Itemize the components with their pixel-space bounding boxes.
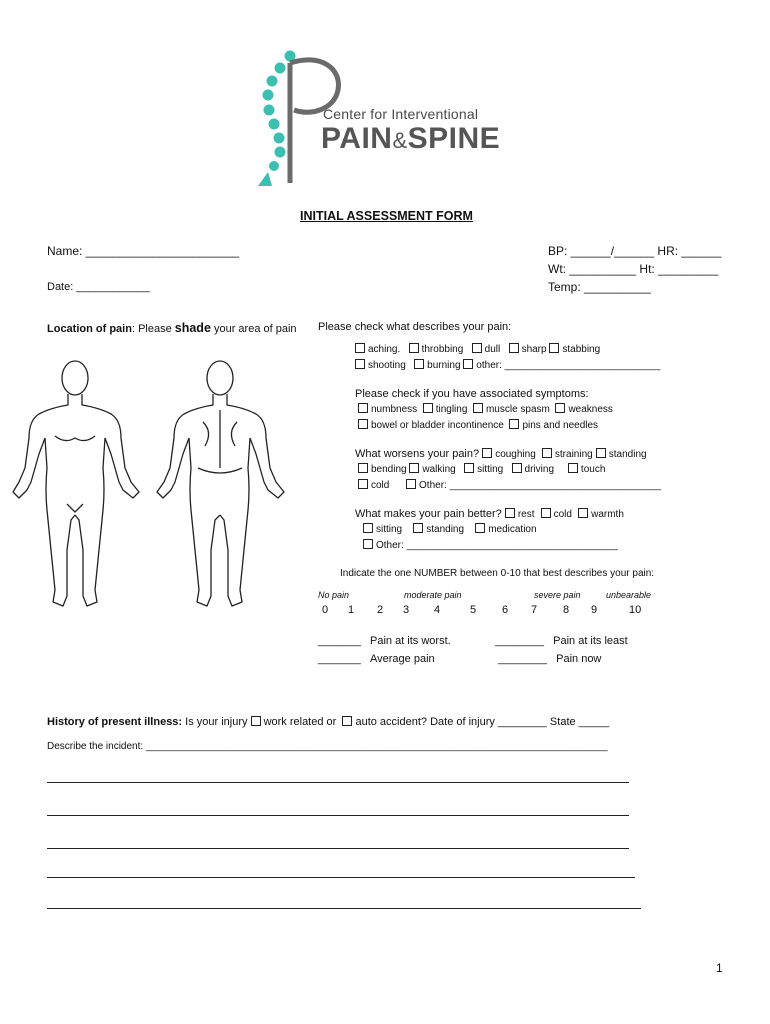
scale-label-moderate: moderate pain <box>404 590 462 600</box>
checkbox-warmth[interactable]: warmth <box>578 509 624 520</box>
page-number: 1 <box>716 961 723 975</box>
checkbox-walking[interactable]: walking <box>409 464 455 475</box>
checkbox-rest[interactable]: rest <box>505 509 535 520</box>
worsens-row1 <box>355 448 647 460</box>
worst-label: Pain at its worst. <box>370 635 451 647</box>
form-title: INITIAL ASSESSMENT FORM <box>300 209 473 223</box>
checkbox-sitting-worse[interactable]: sitting <box>464 464 503 475</box>
checkbox-driving[interactable]: driving <box>512 464 554 475</box>
writing-line[interactable] <box>47 877 635 878</box>
scale-heading: Indicate the one NUMBER between 0-10 that best describes your pain: <box>340 568 655 579</box>
scale-label-unbearable: unbearable <box>606 590 652 600</box>
body-back-figure[interactable] <box>157 361 284 606</box>
body-diagram[interactable] <box>5 350 295 620</box>
symptoms-row2 <box>358 419 598 431</box>
checkbox-sharp[interactable]: sharp <box>509 344 547 355</box>
location-text1: : Please <box>131 323 175 335</box>
body-front-figure[interactable] <box>13 361 139 606</box>
writing-line[interactable] <box>47 848 629 849</box>
checkbox-dull[interactable]: dull <box>472 344 501 355</box>
date-field[interactable]: Date: ____________ <box>47 281 150 293</box>
scale-number[interactable]: 0 <box>322 604 329 616</box>
history-text1: Is your injury <box>182 716 251 728</box>
checkbox-cold-worse[interactable]: cold <box>358 480 389 491</box>
checkbox-work-related[interactable]: work related or <box>251 716 337 728</box>
wt-ht-field[interactable]: Wt: __________ Ht: _________ <box>548 262 719 276</box>
pain-desc-row2 <box>355 359 660 371</box>
now-label: Pain now <box>556 653 602 665</box>
history-label: History of present illness: <box>47 716 183 728</box>
better-row2 <box>363 523 537 535</box>
checkbox-auto-accident[interactable]: auto accident? <box>342 716 427 728</box>
logo-wordmark <box>321 122 500 156</box>
scale-number[interactable]: 4 <box>434 604 441 616</box>
least-label: Pain at its least <box>553 635 628 647</box>
checkbox-throbbing[interactable]: throbbing <box>409 344 464 355</box>
symptoms-row1 <box>358 403 613 415</box>
checkbox-sitting-better[interactable]: sitting <box>363 524 402 535</box>
checkbox-shooting[interactable]: shooting <box>355 360 406 371</box>
checkbox-burning[interactable]: burning <box>414 360 460 371</box>
checkbox-bending[interactable]: bending <box>358 464 407 475</box>
symptoms-heading: Please check if you have associated symptoms: <box>355 388 589 400</box>
history-row <box>47 716 609 728</box>
checkbox-weakness[interactable]: weakness <box>555 404 612 415</box>
worsens-row2 <box>358 463 605 475</box>
logo-pain: PAIN <box>321 122 393 155</box>
average-label: Average pain <box>370 653 435 665</box>
pain-desc-heading: Please check what describes your pain: <box>318 321 512 333</box>
checkbox-stabbing[interactable]: stabbing <box>549 344 600 355</box>
writing-line[interactable] <box>47 815 629 816</box>
location-instruction <box>47 321 297 335</box>
checkbox-tingling[interactable]: tingling <box>423 404 468 415</box>
scale-number[interactable]: 9 <box>591 604 598 616</box>
pain-desc-row1 <box>355 343 600 355</box>
checkbox-touch[interactable]: touch <box>568 464 605 475</box>
temp-field[interactable]: Temp: __________ <box>548 280 651 294</box>
checkbox-straining[interactable]: straining <box>542 449 593 460</box>
location-label: Location of pain <box>47 323 132 335</box>
bp-hr-field[interactable]: BP: ______/______ HR: ______ <box>548 244 722 258</box>
logo-amp: & <box>392 128 408 153</box>
logo-line1: Center for Interventional <box>323 106 479 122</box>
least-field[interactable]: ________ Pain at its least <box>495 635 628 647</box>
checkbox-standing-worse[interactable]: standing <box>596 449 647 460</box>
checkbox-coughing[interactable]: coughing <box>482 449 536 460</box>
checkbox-other-worse[interactable]: Other: ______________________________________ <box>406 480 661 491</box>
checkbox-other-better[interactable]: Other: ______________________________________ <box>363 540 618 551</box>
checkbox-muscle-spasm[interactable]: muscle spasm <box>473 404 550 415</box>
checkbox-standing-better[interactable]: standing <box>413 524 464 535</box>
better-row1 <box>355 508 624 520</box>
worst-field[interactable]: _______ Pain at its worst. <box>318 635 451 647</box>
scale-number[interactable]: 3 <box>403 604 410 616</box>
checkbox-cold-better[interactable]: cold <box>541 509 572 520</box>
checkbox-pins-needles[interactable]: pins and needles <box>509 420 598 431</box>
scale-label-severe: severe pain <box>534 590 581 600</box>
scale-number[interactable]: 10 <box>629 604 642 616</box>
checkbox-incontinence[interactable]: bowel or bladder incontinence <box>358 420 504 431</box>
location-shade: shade <box>174 321 211 335</box>
name-field[interactable]: Name: _______________________ <box>47 244 240 258</box>
scale-number[interactable]: 6 <box>502 604 509 616</box>
scale-number[interactable]: 7 <box>531 604 538 616</box>
worsens-row3 <box>358 479 661 491</box>
scale-number[interactable]: 8 <box>563 604 570 616</box>
date-state-field[interactable]: Date of injury ________ State _____ <box>427 716 610 728</box>
describe-incident-field[interactable]: Describe the incident: ___________________________________________________________________________________ <box>47 741 608 752</box>
checkbox-numbness[interactable]: numbness <box>358 404 417 415</box>
checkbox-medication[interactable]: medication <box>475 524 536 535</box>
now-field[interactable]: ________ Pain now <box>498 653 602 665</box>
location-text2: your area of pain <box>210 323 297 335</box>
writing-line[interactable] <box>47 908 641 909</box>
checkbox-aching[interactable]: aching. <box>355 344 400 355</box>
better-heading: What makes your pain better? <box>355 508 502 520</box>
scale-number[interactable]: 1 <box>348 604 355 616</box>
better-row3 <box>363 539 618 551</box>
logo-spine: SPINE <box>407 122 501 155</box>
scale-number[interactable]: 2 <box>377 604 384 616</box>
writing-line[interactable] <box>47 782 629 783</box>
scale-number[interactable]: 5 <box>470 604 477 616</box>
worsens-heading: What worsens your pain? <box>355 448 480 460</box>
average-field[interactable]: _______ Average pain <box>318 653 435 665</box>
scale-label-no-pain: No pain <box>318 590 350 600</box>
checkbox-other-pain[interactable]: other: ____________________________ <box>463 360 660 371</box>
